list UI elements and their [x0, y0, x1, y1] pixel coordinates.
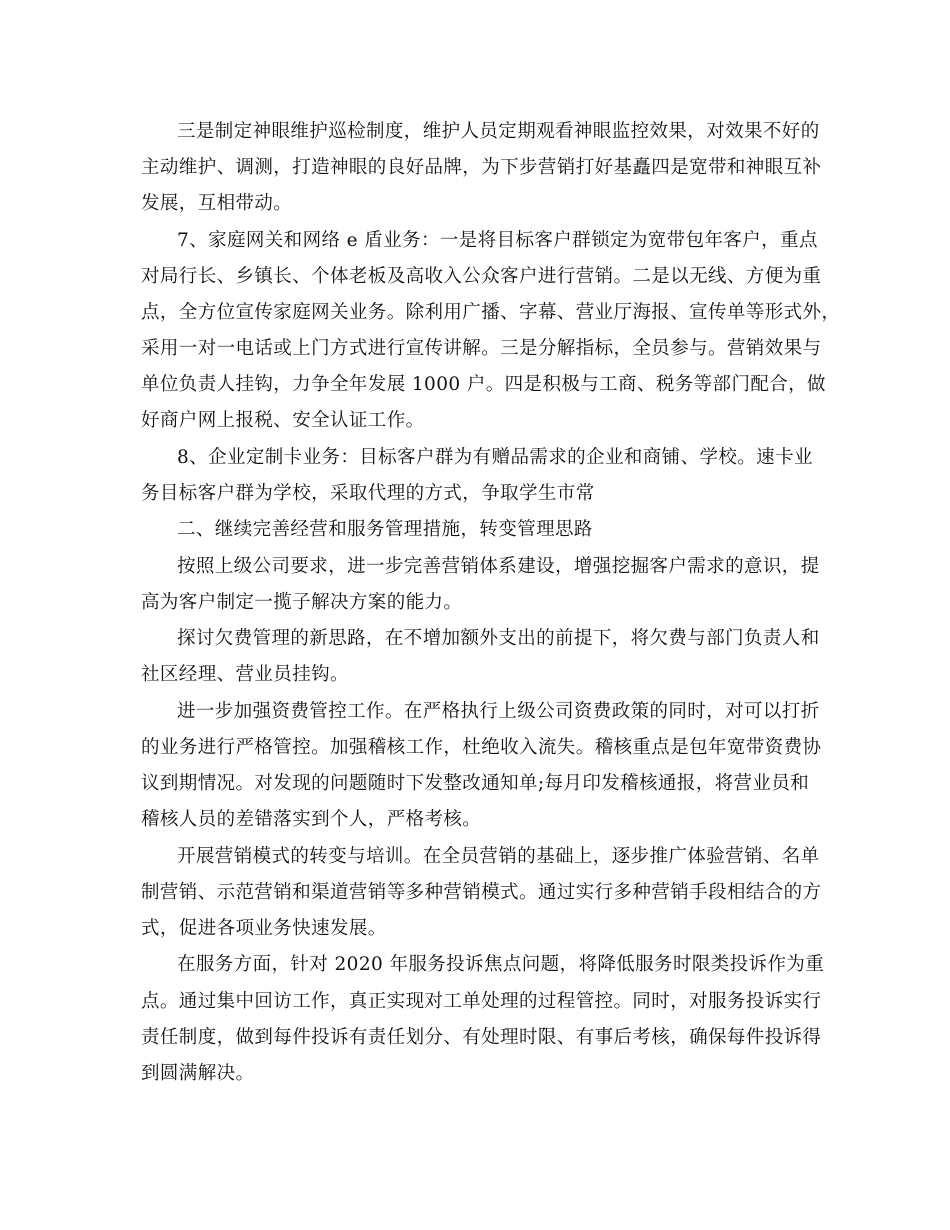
text-line: 采用一对一电话或上门方式进行宣传讲解。三是分解指标，全员参与。营销效果与: [141, 338, 822, 359]
text-line: 开展营销模式的转变与培训。在全员营销的基础上，逐步推广体验营销、名单: [177, 846, 820, 867]
text-line: 好商户网上报税、安全认证工作。: [141, 410, 425, 431]
text-line: 发展，互相带动。: [141, 193, 293, 214]
text-line: 进一步加强资费管控工作。在严格执行上级公司资费政策的同时，对可以打折: [177, 701, 820, 722]
text-line: 议到期情况。对发现的问题随时下发整改通知单;每月印发稽核通报，将营业员和: [141, 773, 810, 794]
text-line: 式，促进各项业务快速发展。: [141, 918, 387, 939]
text-line: 单位负责人挂钩，力争全年发展 1000 户。四是积极与工商、税务等部门配合，做: [141, 374, 826, 395]
text-line: 三是制定神眼维护巡检制度，维护人员定期观看神眼监控效果，对效果不好的: [177, 121, 820, 142]
text-line: 务目标客户群为学校，采取代理的方式，争取学生市常: [141, 483, 595, 504]
text-line: 探讨欠费管理的新思路，在不增加额外支出的前提下，将欠费与部门负责人和: [177, 628, 820, 649]
text-line: 在服务方面，针对 2020 年服务投诉焦点问题，将降低服务时限类投诉作为重: [177, 954, 825, 975]
text-line: 到圆满解决。: [141, 1063, 255, 1084]
text-line: 高为客户制定一揽子解决方案的能力。: [141, 592, 463, 613]
text-line: 稽核人员的差错落实到个人，严格考核。: [141, 809, 482, 830]
text-line: 7、家庭网关和网络 e 盾业务：一是将目标客户群锁定为宽带包年客户，重点: [177, 230, 818, 251]
text-line: 的业务进行严格管控。加强稽核工作，杜绝收入流失。稽核重点是包年宽带资费协: [141, 737, 822, 758]
text-line: 8、企业定制卡业务：目标客户群为有赠品需求的企业和商铺、学校。速卡业: [177, 447, 813, 468]
text-line: 按照上级公司要求，进一步完善营销体系建设，增强挖掘客户需求的意识，提: [177, 556, 820, 577]
text-line: 责任制度，做到每件投诉有责任划分、有处理时限、有事后考核，确保每件投诉得: [141, 1027, 822, 1048]
text-line: 对局行长、乡镇长、个体老板及高收入公众客户进行营销。二是以无线、方便为重: [141, 266, 822, 287]
text-line: 制营销、示范营销和渠道营销等多种营销模式。通过实行多种营销手段相结合的方: [141, 882, 822, 903]
section-heading: 二、继续完善经营和服务管理措施，转变管理思路: [177, 519, 593, 540]
text-line: 社区经理、营业员挂钩。: [141, 664, 349, 685]
text-line: 点，全方位宣传家庭网关业务。除利用广播、字幕、营业厅海报、宣传单等形式外，: [141, 302, 841, 323]
text-line: 主动维护、调测，打造神眼的良好品牌，为下步营销打好基矗四是宽带和神眼互补: [141, 157, 822, 178]
text-line: 点。通过集中回访工作，真正实现对工单处理的过程管控。同时，对服务投诉实行: [141, 991, 822, 1012]
